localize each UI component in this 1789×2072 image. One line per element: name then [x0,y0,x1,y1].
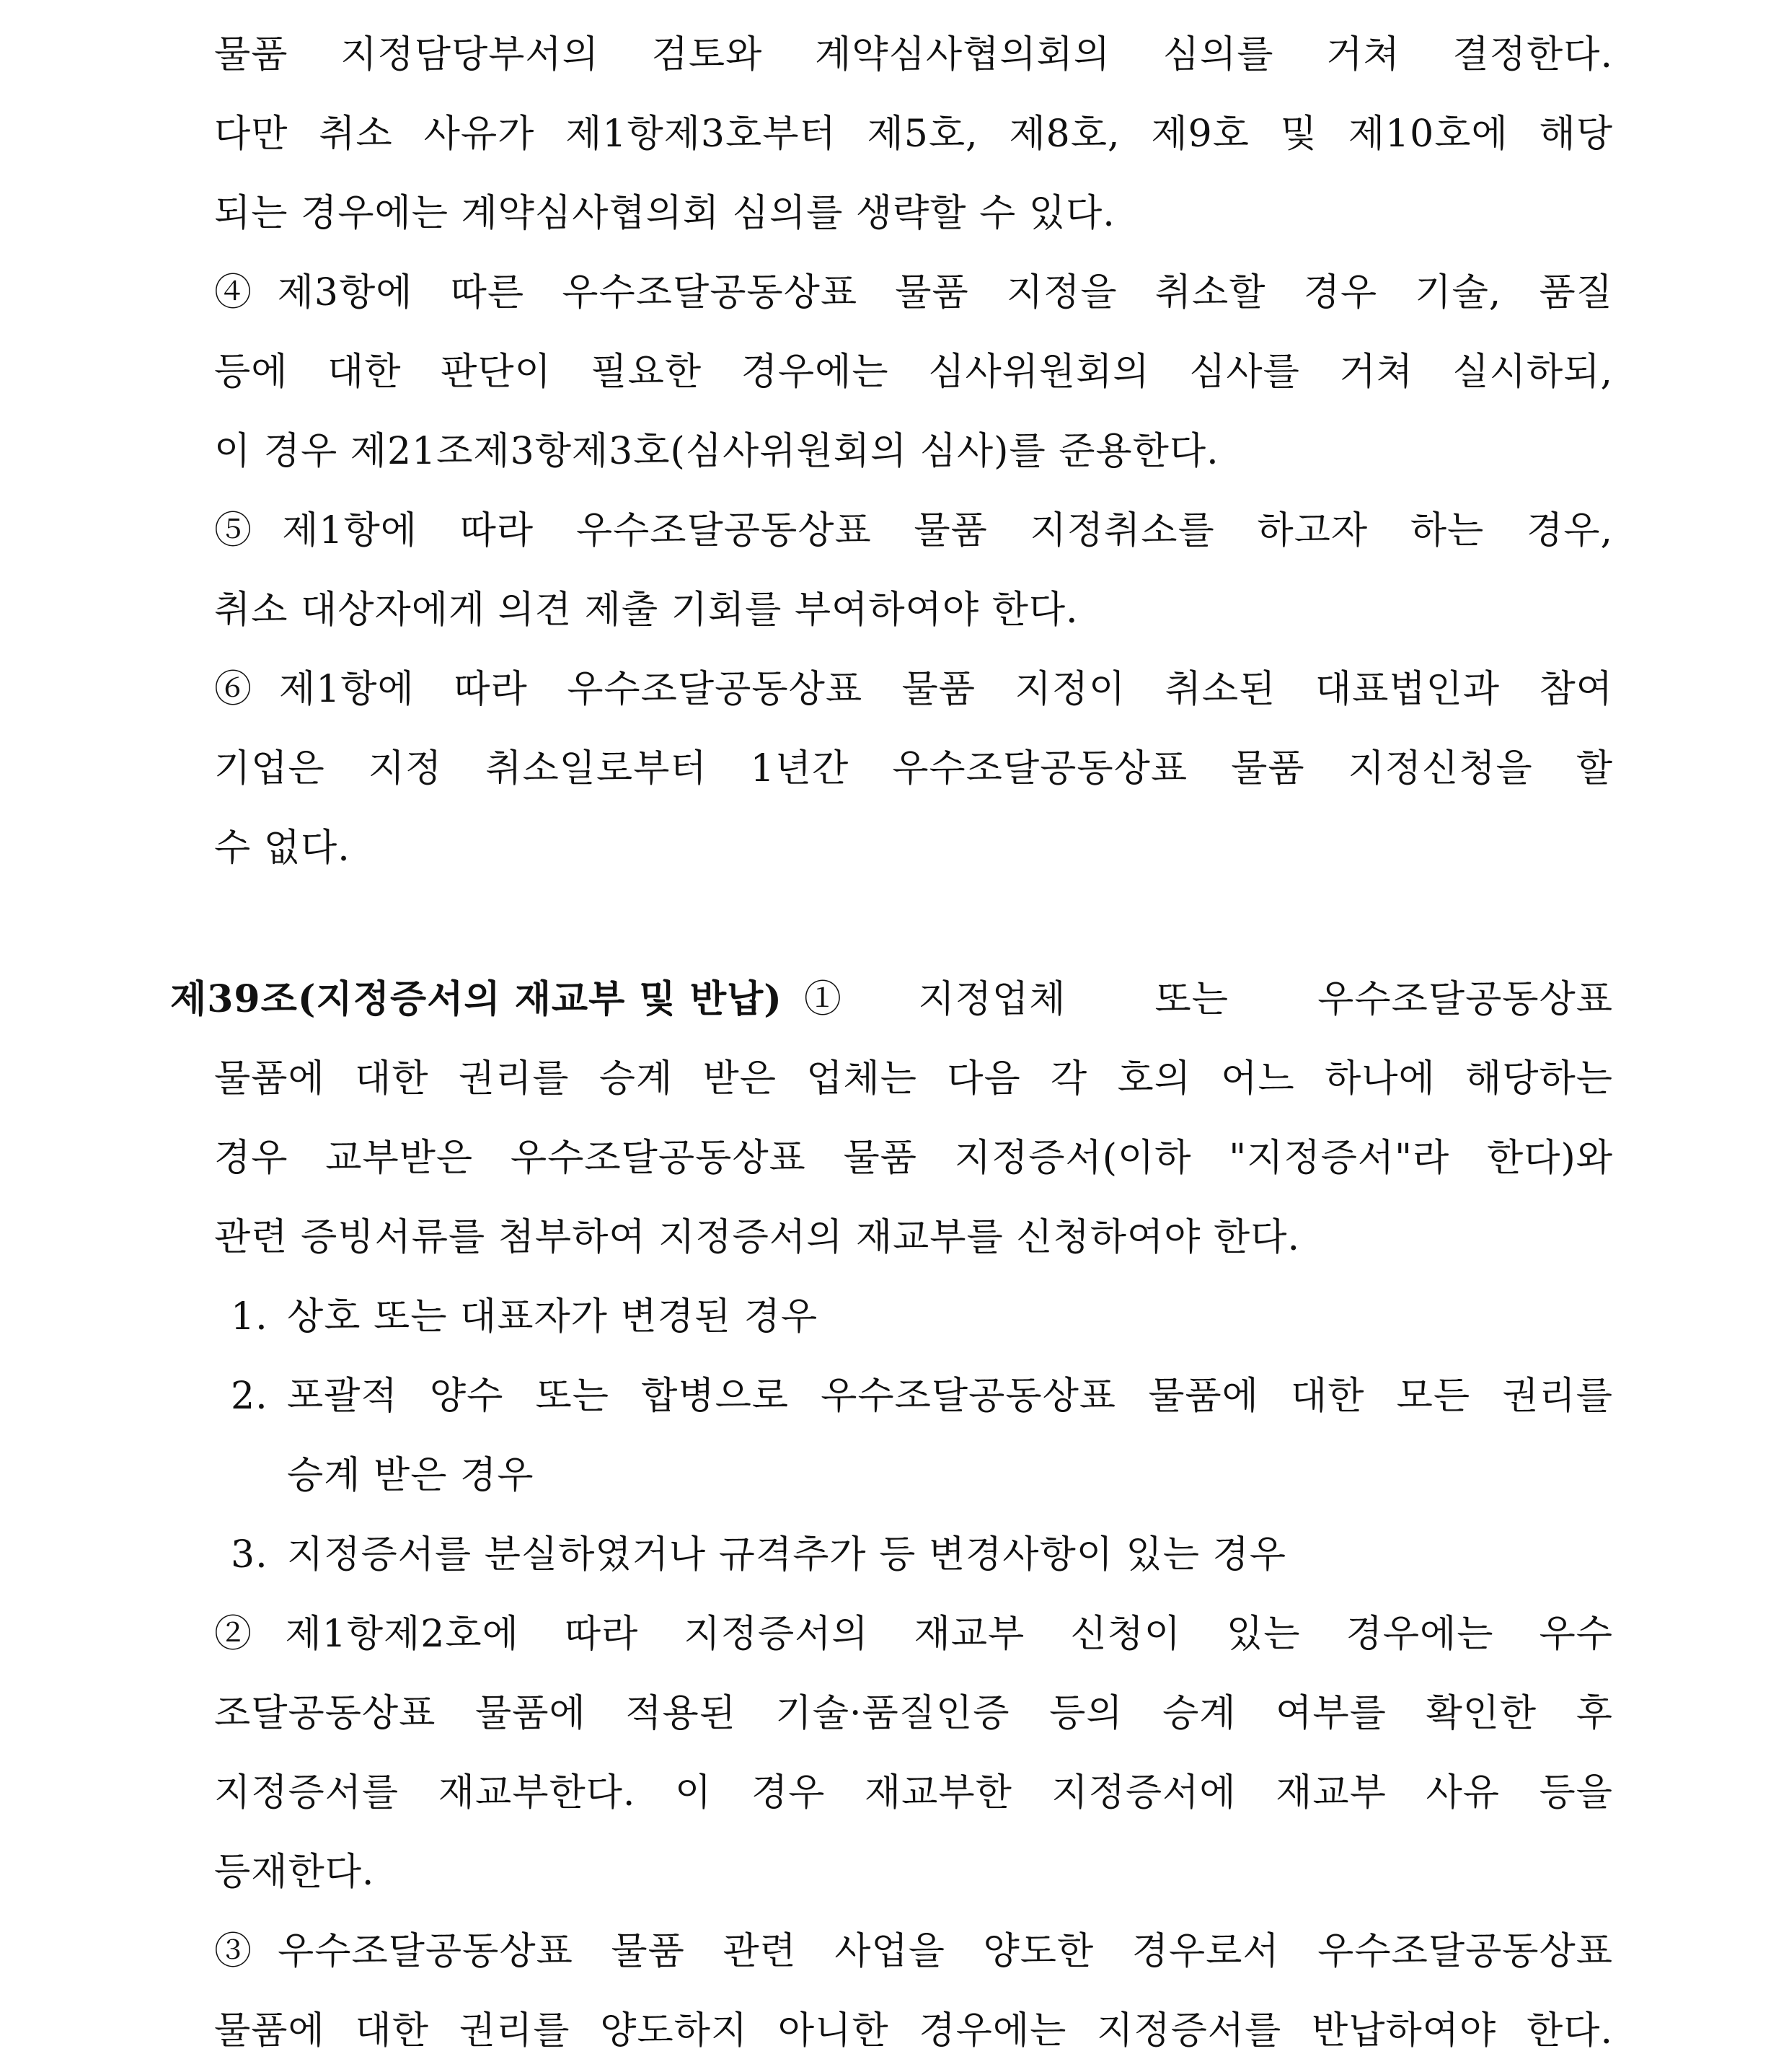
list-item-text: 포괄적 양수 또는 합병으로 우수조달공동상표 물품에 대한 모든 권리를 [287,1375,1613,1418]
paragraph-6-line: 수 없다. [214,826,350,870]
paragraph-4-line: 등에 대한 판단이 필요한 경우에는 심사위원회의 심사를 거쳐 실시하되, [214,351,1613,394]
article-39-paragraph-3-line: ③우수조달공동상표 물품 관련 사업을 양도한 경우로서 우수조달공동상표 [214,1930,1613,1973]
list-item-number: 3. [231,1533,268,1577]
article-title: 제39조(지정증서의 재교부 및 반납) [170,977,782,1021]
article-39-line: 관련 증빙서류를 첨부하여 지정증서의 재교부를 신청하여야 한다. [214,1216,1300,1259]
article-39-line: 물품에 대한 권리를 승계 받은 업체는 다음 각 호의 어느 하나에 해당하는 [214,1057,1613,1101]
article-39-paragraph-2-line: ②제1항제2호에 따라 지정증서의 재교부 신청이 있는 경우에는 우수 [214,1613,1613,1656]
paragraph-4-line: 이 경우 제21조제3항제3호(심사위원회의 심사)를 준용한다. [214,430,1219,473]
paragraph-6-line: ⑥제1항에 따라 우수조달공동상표 물품 지정이 취소된 대표법인과 참여 [214,668,1613,711]
list-item-text: 상호 또는 대표자가 변경된 경우 [287,1295,818,1339]
list-item-text: 승계 받은 경우 [287,1454,534,1497]
article-39-paragraph-2-line: 지정증서를 재교부한다. 이 경우 재교부한 지정증서에 재교부 사유 등을 [214,1771,1613,1815]
paragraph-5-line: 취소 대상자에게 의견 제출 기회를 부여하여야 한다. [214,588,1079,632]
paragraph-5-line: ⑤제1항에 따라 우수조달공동상표 물품 지정취소를 하고자 하는 경우, [214,509,1613,552]
paragraph-4-line: ④제3항에 따른 우수조달공동상표 물품 지정을 취소할 경우 기술, 품질 [214,271,1613,314]
text-line: 다만 취소 사유가 제1항제3호부터 제5호, 제8호, 제9호 및 제10호에 해당 [214,113,1613,156]
article-39-line: 경우 교부받은 우수조달공동상표 물품 지정증서(이하 "지정증서"라 한다)와 [214,1137,1613,1180]
text-line: 물품 지정담당부서의 검토와 계약심사협의회의 심의를 거쳐 결정한다. [214,33,1613,76]
paragraph-6-line: 기업은 지정 취소일로부터 1년간 우수조달공동상표 물품 지정신청을 할 [214,747,1613,790]
list-item-text: 지정증서를 분실하였거나 규격추가 등 변경사항이 있는 경우 [287,1533,1286,1577]
article-39-paragraph-2-line: 조달공동상표 물품에 적용된 기술·품질인증 등의 승계 여부를 확인한 후 [214,1692,1613,1735]
list-item-number: 1. [231,1295,268,1339]
text-line: 되는 경우에는 계약심사협의회 심의를 생략할 수 있다. [214,192,1116,235]
article-39-paragraph-1-start: ①지정업체 또는 우수조달공동상표 [803,978,1613,1021]
article-39-first-line [170,978,1613,1021]
list-item-number: 2. [231,1375,268,1418]
article-39-paragraph-2-line: 등재한다. [214,1851,375,1894]
article-39-paragraph-3-line: 물품에 대한 권리를 양도하지 아니한 경우에는 지정증서를 반납하여야 한다. [214,2009,1613,2053]
